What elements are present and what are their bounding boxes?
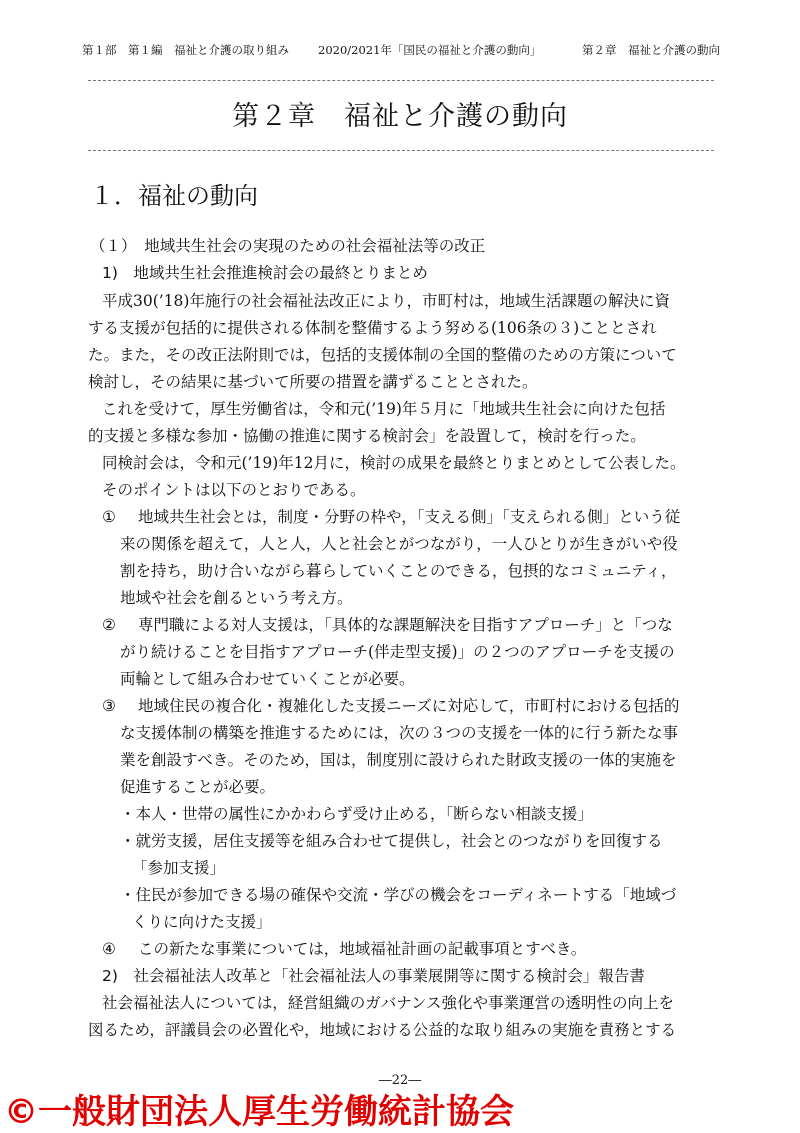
paragraph-line: そのポイントは以下のとおりである。: [102, 481, 366, 499]
point-line: 地域住民の複合化・複雑化した支援ニーズに対応して，市町村における包括的: [138, 697, 680, 715]
point-line: 専門職による対人支援は，「具体的な課題解決を目指すアプローチ」と「つな: [138, 616, 673, 634]
paragraph-line: 社会福祉法人については，経営組織のガバナンス強化や事業運営の透明性の向上を: [102, 994, 674, 1012]
paragraph-line: 的支援と多様な参加・協働の推進に関する検討会」を設置して，検討を行った。: [88, 427, 646, 445]
point-line: 両輪として組み合わせていくことが必要。: [120, 670, 415, 688]
copyright-watermark: ©一般財団法人厚生労働統計協会: [4, 1092, 514, 1132]
subsection-heading: （１） 地域共生社会の実現のための社会福祉法等の改正: [90, 237, 486, 255]
chapter-rule-top: [88, 80, 714, 81]
bullet-item: ・就労支援，居住支援等を組み合わせて提供し，社会とのつながりを回復する: [120, 832, 663, 850]
item-heading-2: 2) 社会福祉法人改革と「社会福祉法人の事業展開等に関する検討会」報告書: [102, 967, 645, 985]
bullet-item: ・本人・世帯の属性にかかわらず受け止める，「断らない相談支援」: [120, 805, 593, 823]
point-2: [102, 614, 673, 636]
point-number: ④: [102, 940, 116, 958]
point-line: がり続けることを目指すアプローチ(伴走型支援)」の２つのアプローチを支援の: [120, 643, 675, 661]
point-number: ②: [102, 616, 116, 634]
bullet-item: ・住民が参加できる場の確保や交流・学びの機会をコーディネートする「地域づ: [120, 886, 677, 904]
chapter-rule-bottom: [88, 150, 714, 151]
point-number: ①: [102, 508, 116, 526]
section-title: １．福祉の動向: [90, 182, 258, 210]
bullet-continuation: 「参加支援」: [132, 859, 226, 877]
item-heading-1: 1) 地域共生社会推進検討会の最終とりまとめ: [102, 264, 428, 282]
point-line: 割を持ち，助け合いながら暮らしていくことのできる，包摂的なコミュニティ，: [120, 562, 677, 580]
point-line: 促進することが必要。: [120, 778, 276, 796]
point-line: 来の関係を超えて，人と人，人と社会とがつながり，一人ひとりが生きがいや役: [120, 535, 678, 553]
point-3: [102, 695, 679, 717]
paragraph-line: 同検討会は，令和元(’19)年12月に，検討の成果を最終とりまとめとして公表した。: [102, 454, 686, 472]
paragraph-line: 検討し，その結果に基づいて所要の措置を講ずることとされた。: [88, 373, 538, 391]
running-header-left: 第１部 第１編 福祉と介護の取り組み: [82, 43, 289, 57]
point-number: ③: [102, 697, 116, 715]
bullet-continuation: くりに向けた支援」: [132, 913, 272, 931]
point-line: な支援体制の構築を推進するためには，次の３つの支援を一体的に行う新たな事: [120, 724, 679, 742]
point-4: [102, 938, 586, 960]
point-line: 地域共生社会とは，制度・分野の枠や，「支える側」「支えられる側」という従: [138, 508, 681, 526]
chapter-title: 第２章 福祉と介護の動向: [232, 101, 568, 132]
running-header-center: 2020/2021年「国民の福祉と介護の動向」: [318, 43, 542, 57]
page-number: ―22―: [378, 1073, 422, 1088]
paragraph-line: する支援が包括的に提供される体制を整備するよう努める(106条の３)こととされ: [88, 319, 657, 337]
point-line: 業を創設すべき。そのため，国は，制度別に設けられた財政支援の一体的実施を: [120, 751, 677, 769]
running-header-right: 第２章 福祉と介護の動向: [582, 43, 720, 57]
paragraph-line: た。また，その改正法附則では，包括的支援体制の全国的整備のための方策について: [88, 346, 677, 364]
paragraph-line: 図るため，評議員会の必置化や，地域における公益的な取り組みの実施を責務とする: [88, 1021, 677, 1039]
point-1: [102, 506, 680, 528]
point-line: 地域や社会を創るという考え方。: [120, 589, 353, 607]
point-line: この新たな事業については，地域福祉計画の記載事項とすべき。: [138, 940, 587, 958]
paragraph-line: 平成30(’18)年施行の社会福祉法改正により，市町村は，地域生活課題の解決に資: [102, 292, 670, 310]
paragraph-line: これを受けて，厚生労働省は，令和元(’19)年５月に「地域共生社会に向けた包括: [102, 400, 666, 418]
